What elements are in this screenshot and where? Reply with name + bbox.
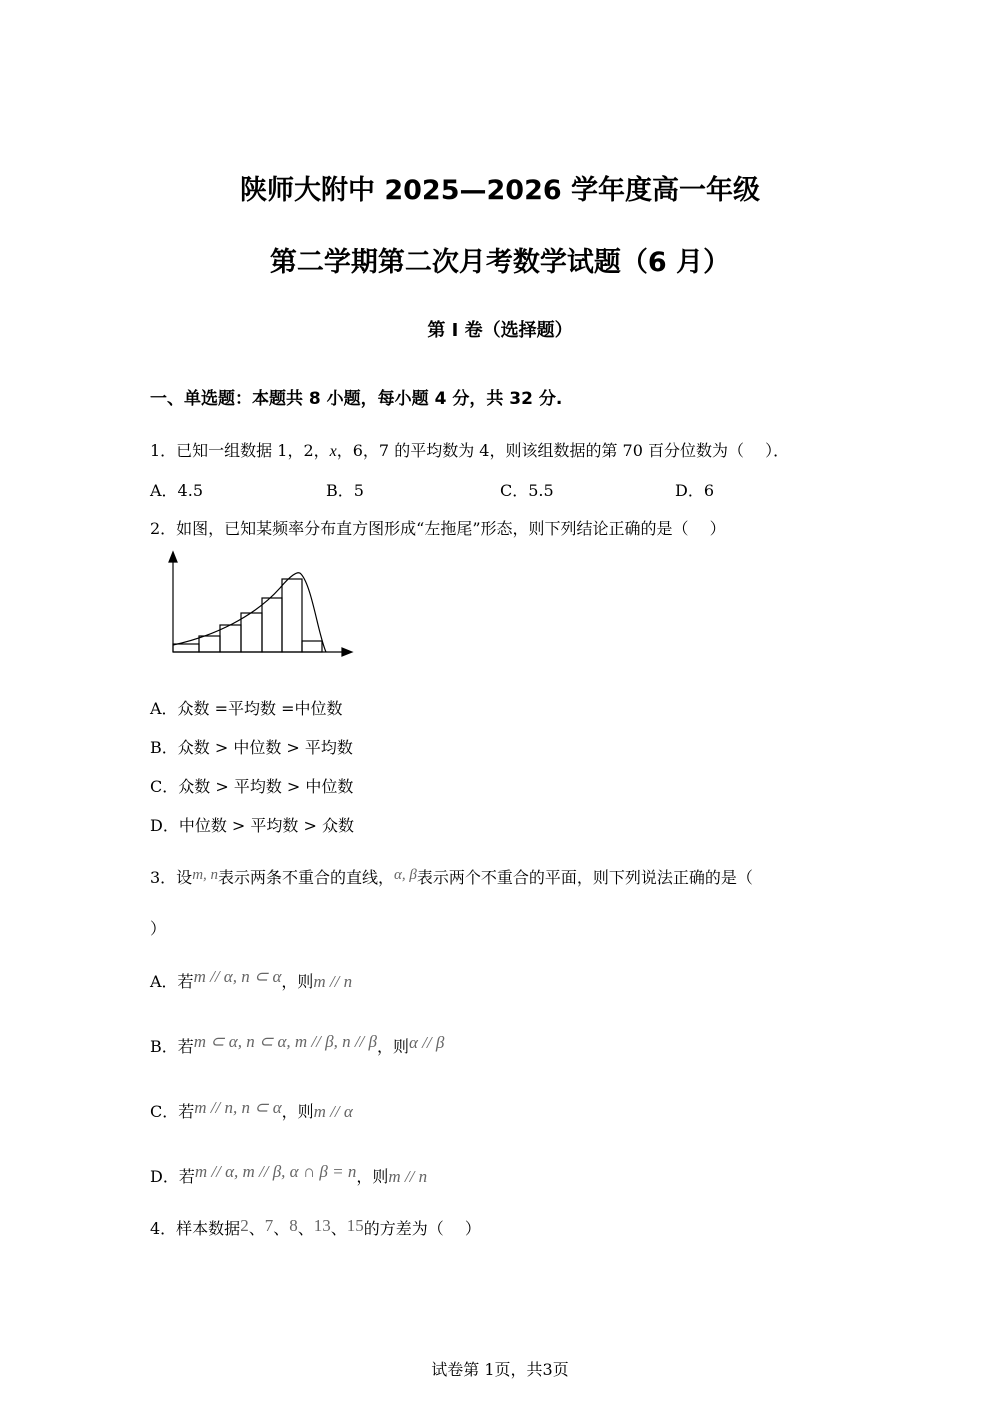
q3-b-condition: m ⊂ α, n ⊂ α, m // β, n // β [193,1032,377,1051]
q2-option-a: A．众数 =平均数 =中位数 [150,699,343,718]
q3-c-conclusion: m // α [313,1102,353,1121]
q3-d-condition: m // α, m // β, α ∩ β = n [194,1162,357,1181]
section-heading: 一、单选题：本题共 8 小题，每小题 4 分，共 32 分. [150,389,563,409]
histogram-bar [282,579,302,652]
q3-option-b: B．若m ⊂ α, n ⊂ α, m // β, n // β，则α // β [150,1032,445,1056]
q3-b-conclusion: α // β [409,1033,445,1052]
q3-stem: 3．设m, n表示两条不重合的直线，α, β表示两个不重合的平面，则下列说法正确的是（ [150,867,753,887]
histogram-bar [173,644,199,652]
histogram-bar [241,613,262,652]
title-line-1: 陕师大附中 2025—2026 学年度高一年级 [239,175,761,206]
q4-stem: 4．样本数据2、7、8、13、15的方差为（ ） [150,1216,481,1238]
q3-c-condition: m // n, n ⊂ α [194,1098,282,1117]
q1-option-d: D．6 [675,481,715,500]
q3-stem-close: ） [150,919,167,938]
q2-option-c: C．众数 > 平均数 > 中位数 [150,777,354,796]
q3-a-conclusion: m // n [313,972,353,991]
q4-value: 2 [240,1216,249,1235]
histogram-bar [199,636,220,652]
q4-value: 7 [264,1216,274,1235]
q3-option-d: D．若m // α, m // β, α ∩ β = n，则m // n [150,1162,428,1186]
q1-option-a: A．4.5 [150,481,204,500]
histogram-bar [302,641,322,652]
q4-value: 13 [313,1216,331,1235]
q1-stem: 1．已知一组数据 1，2，x，6，7 的平均数为 4，则该组数据的第 70 百分位数为（ ）． [150,441,790,460]
q3-option-a: A．若m // α, n ⊂ α，则m // n [150,967,353,991]
q2-option-b: B．众数 > 中位数 > 平均数 [150,738,353,757]
q1-variable: x [329,443,337,460]
q3-planes-math: α, β [394,867,417,883]
q1-option-b: B．5 [326,481,364,500]
page-footer: 试卷第 1页，共3页 [431,1360,569,1379]
q1-option-c: C．5.5 [500,481,554,500]
q3-option-c: C．若m // n, n ⊂ α，则m // α [150,1098,353,1121]
density-curve [173,573,326,652]
x-axis-arrow [342,648,352,656]
q3-d-conclusion: m // n [388,1167,428,1186]
q2-option-d: D．中位数 > 平均数 > 众数 [150,816,354,835]
histogram-bar [262,598,282,652]
histogram-figure [160,550,360,662]
q2-stem: 2．如图，已知某频率分布直方图形成“左拖尾”形态，则下列结论正确的是（ ） [150,519,726,538]
y-axis-arrow [169,552,177,562]
q4-value: 15 [346,1216,364,1235]
volume-heading: 第 I 卷（选择题） [427,320,573,341]
q3-a-condition: m // α, n ⊂ α [193,967,282,986]
q3-lines-math: m, n [192,867,219,883]
q4-value: 8 [289,1216,298,1235]
title-line-2: 第二学期第二次月考数学试题（6 月） [269,247,731,278]
